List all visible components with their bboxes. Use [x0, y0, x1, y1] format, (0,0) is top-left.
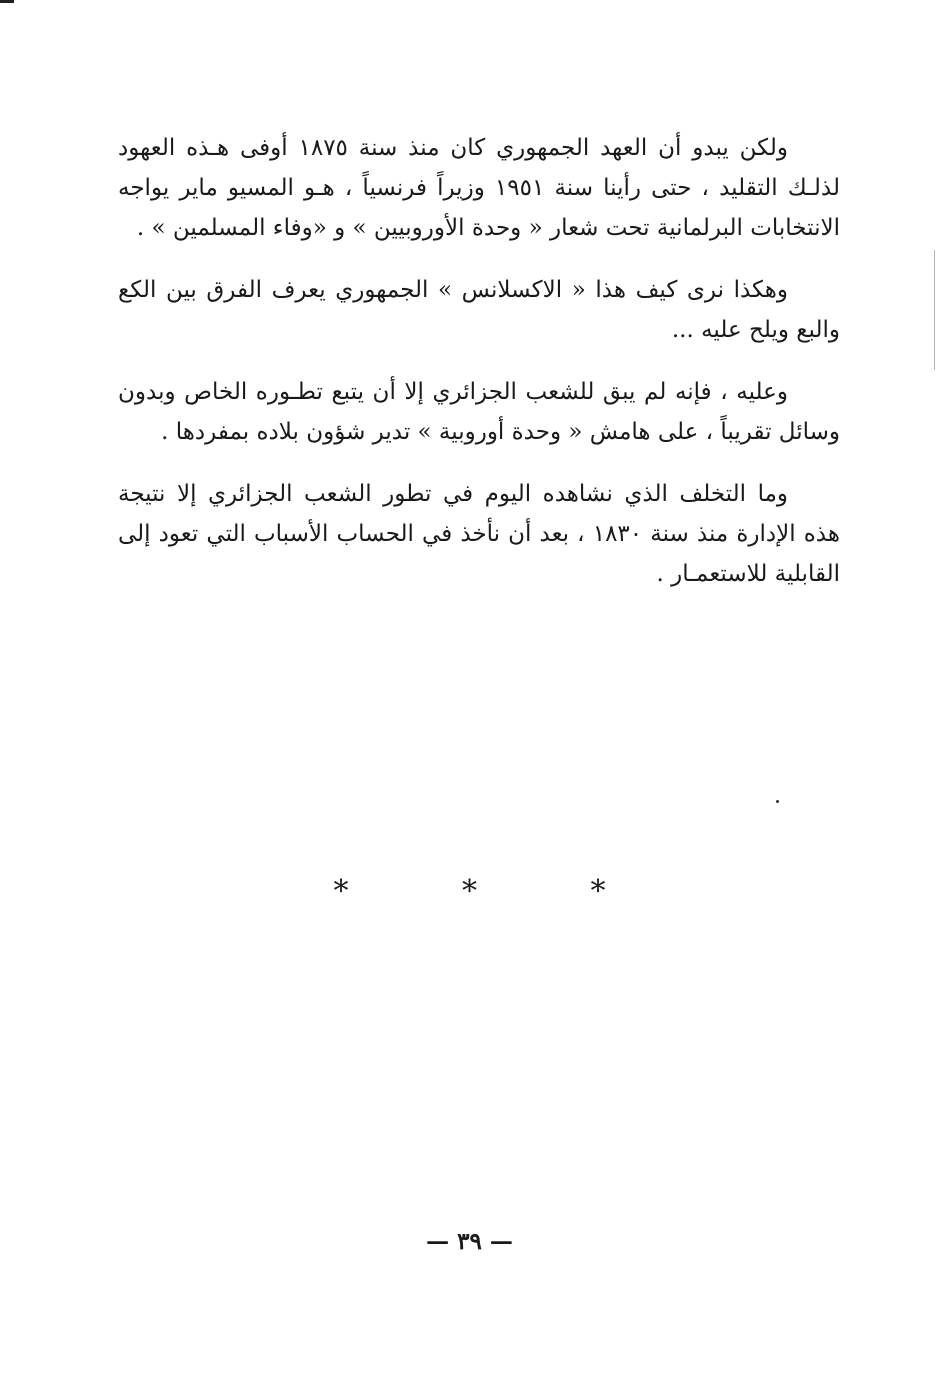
scan-edge-mark	[934, 250, 935, 370]
section-separator: * * *	[333, 874, 658, 909]
paragraph-2: وهكذا نرى كيف هذا « الاكسلانس » الجمهوري يعرف الفرق بين الكع والبع ويلح عليه ...	[118, 277, 840, 343]
paragraph-3: وعليه ، فإنه لم يبق للشعب الجزائري إلا أن يتبع تطـوره الخاص وبدون وسائل تقريباً ، على هامش « وحدة أوروبية » تدير شؤون بلاده بمفردها .	[118, 379, 840, 445]
stray-dot	[776, 800, 779, 803]
page-text-body	[118, 128, 840, 616]
paragraph-4: وما التخلف الذي نشاهده اليوم في تطور الشعب الجزائري إلا نتيجة هذه الإدارة منذ سنة ١٨٣٠ ، بعد أن نأخذ في الحساب الأسباب التي تعود إلى القابلية للاستعمـار .	[118, 481, 840, 587]
scan-corner-mark	[0, 0, 14, 3]
paragraph-1: ولكن يبدو أن العهد الجمهوري كان منذ سنة ١٨٧٥ أوفى هـذه العهود لذلـك التقليد ، حتى رأينا سنة ١٩٥١ وزيراً فرنسياً ، هـو المسيو ماير يواجه الانتخابات البرلمانية تحت شعار « وحدة الأوروبيين » و «وفاء المسلمين » .	[118, 135, 840, 241]
page-number: — ٣٩ —	[426, 1228, 513, 1255]
